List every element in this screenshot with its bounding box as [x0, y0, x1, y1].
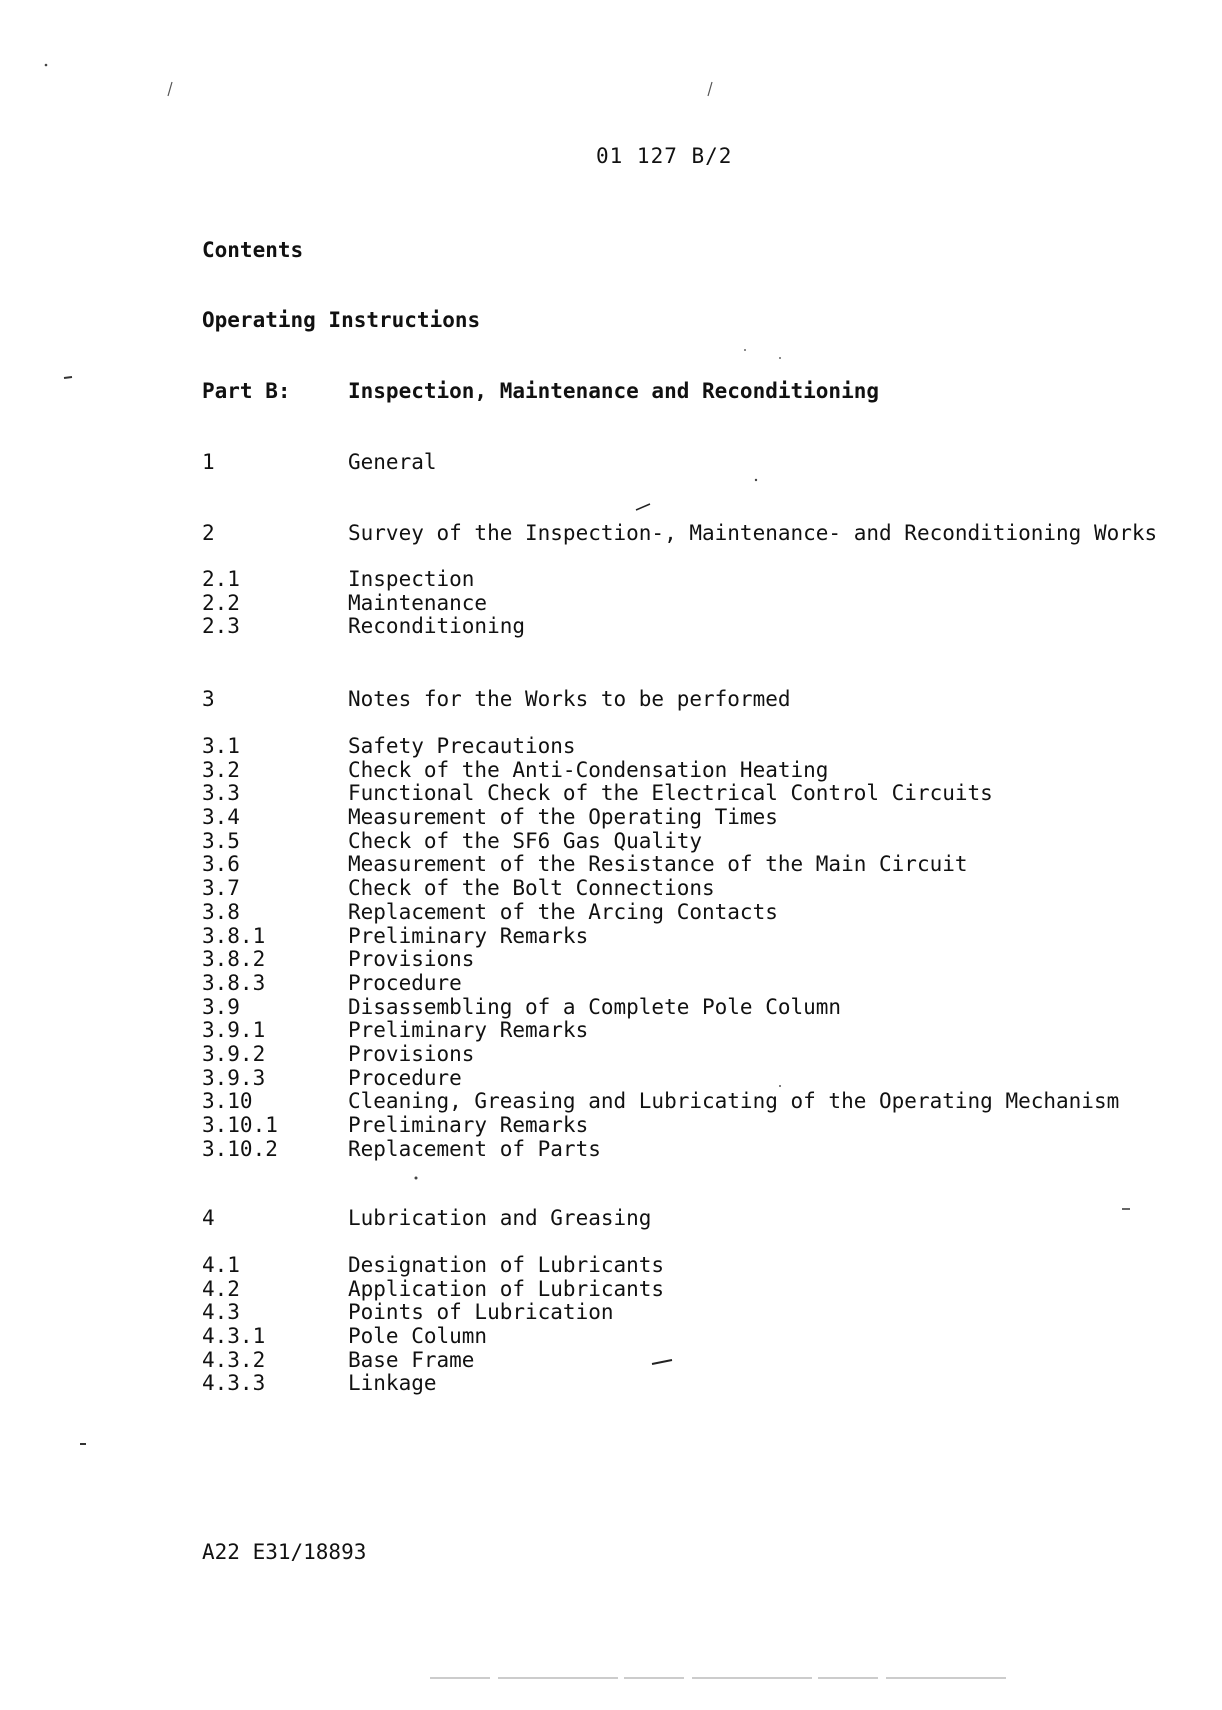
- toc-entry: [202, 1043, 1119, 1067]
- toc-number: 3.9.2: [202, 1041, 266, 1066]
- toc-title: Cleaning, Greasing and Lubricating of the Operating Mechanism: [348, 1089, 1120, 1114]
- toc-entry: [202, 451, 437, 475]
- scan-mark: [168, 82, 172, 96]
- part-title: Inspection, Maintenance and Reconditioning: [348, 379, 880, 403]
- toc-entry: [202, 1325, 664, 1349]
- toc-entry: [202, 615, 525, 639]
- section-3-subitems: [202, 735, 1119, 1161]
- toc-entry: [202, 759, 1119, 783]
- toc-title: Procedure: [348, 1065, 462, 1090]
- part-heading: [202, 379, 879, 403]
- toc-entry: [202, 1138, 1119, 1162]
- toc-number: 4.3: [202, 1300, 240, 1325]
- toc-number: 3.8.2: [202, 947, 266, 972]
- toc-title: Check of the SF6 Gas Quality: [348, 828, 703, 853]
- toc-title: Notes for the Works to be performed: [348, 687, 791, 711]
- section-2: [202, 522, 1157, 546]
- document-number: 01 127 B/2: [596, 144, 733, 168]
- toc-title: Points of Lubrication: [348, 1300, 614, 1325]
- footer-code: A22 E31/18893: [202, 1540, 367, 1564]
- toc-title: Preliminary Remarks: [348, 1018, 589, 1043]
- toc-title: Reconditioning: [348, 614, 526, 639]
- toc-title: Safety Precautions: [348, 734, 576, 758]
- scan-mark: [64, 377, 72, 378]
- toc-number: 3.3: [202, 781, 240, 806]
- toc-title: Check of the Anti-Condensation Heating: [348, 757, 829, 782]
- toc-number: 3.8: [202, 899, 240, 924]
- toc-entry: [202, 877, 1119, 901]
- toc-title: Lubrication and Greasing: [348, 1206, 652, 1230]
- toc-title: Linkage: [348, 1371, 437, 1396]
- scan-mark: [779, 357, 781, 359]
- section-4-subitems: [202, 1254, 664, 1396]
- toc-title: Replacement of Parts: [348, 1136, 601, 1161]
- toc-title: Disassembling of a Complete Pole Column: [348, 994, 842, 1019]
- toc-entry: [202, 735, 1119, 759]
- toc-number: 3.1: [202, 734, 240, 758]
- scan-mark: [708, 82, 712, 96]
- toc-number: 3.10.2: [202, 1136, 278, 1161]
- scan-mark: [415, 1177, 418, 1180]
- toc-entry: [202, 1372, 664, 1396]
- toc-title: Application of Lubricants: [348, 1276, 665, 1301]
- toc-title: Inspection: [348, 567, 475, 591]
- toc-entry: [202, 1278, 664, 1302]
- toc-number: 3.6: [202, 852, 240, 877]
- toc-number: 3.9: [202, 994, 240, 1019]
- toc-entry: [202, 1301, 664, 1325]
- toc-entry: [202, 1067, 1119, 1091]
- scan-mark: [45, 64, 48, 67]
- toc-entry: [202, 948, 1119, 972]
- toc-entry: [202, 688, 791, 712]
- toc-entry: [202, 853, 1119, 877]
- toc-number: 1: [202, 450, 215, 474]
- toc-title: Designation of Lubricants: [348, 1253, 665, 1277]
- part-label: Part B:: [202, 379, 291, 403]
- toc-title: General: [348, 450, 437, 474]
- section-1: [202, 451, 437, 475]
- toc-entry: [202, 1090, 1119, 1114]
- toc-entry: [202, 1349, 664, 1373]
- toc-entry: [202, 1114, 1119, 1138]
- toc-number: 4.3.3: [202, 1371, 266, 1396]
- toc-entry: [202, 1207, 651, 1231]
- toc-number: 4.1: [202, 1253, 240, 1277]
- toc-number: 3.4: [202, 805, 240, 830]
- toc-number: 3.10: [202, 1089, 253, 1114]
- toc-number: 2.2: [202, 590, 240, 615]
- toc-entry: [202, 522, 1157, 546]
- toc-number: 3.8.1: [202, 923, 266, 948]
- toc-number: 3.2: [202, 757, 240, 782]
- toc-number: 4: [202, 1206, 215, 1230]
- toc-title: Functional Check of the Electrical Control Circuits: [348, 781, 993, 806]
- toc-number: 4.3.2: [202, 1347, 266, 1372]
- toc-title: Measurement of the Resistance of the Main Circuit: [348, 852, 968, 877]
- toc-title: Preliminary Remarks: [348, 1113, 589, 1137]
- toc-number: 2.1: [202, 567, 240, 591]
- toc-number: 4.2: [202, 1276, 240, 1301]
- toc-entry: [202, 972, 1119, 996]
- toc-number: 2.3: [202, 614, 240, 639]
- toc-entry: [202, 568, 525, 592]
- contents-heading: Contents: [202, 238, 304, 262]
- scan-mark: [744, 349, 746, 351]
- toc-entry: [202, 782, 1119, 806]
- toc-title: Pole Column: [348, 1324, 488, 1349]
- toc-entry: [202, 1254, 664, 1278]
- section-3: [202, 688, 791, 712]
- toc-number: 3: [202, 687, 215, 711]
- toc-title: Replacement of the Arcing Contacts: [348, 899, 778, 924]
- toc-entry: [202, 925, 1119, 949]
- section-2-subitems: [202, 568, 525, 639]
- toc-title: Measurement of the Operating Times: [348, 805, 778, 830]
- toc-title: Provisions: [348, 1041, 475, 1066]
- toc-number: 3.5: [202, 828, 240, 853]
- toc-entry: [202, 592, 525, 616]
- toc-number: 3.9.1: [202, 1018, 266, 1043]
- toc-entry: [202, 901, 1119, 925]
- operating-instructions-heading: Operating Instructions: [202, 308, 481, 332]
- scan-mark: [755, 479, 757, 481]
- toc-number: 3.9.3: [202, 1065, 266, 1090]
- toc-entry: [202, 1019, 1119, 1043]
- toc-number: 3.7: [202, 876, 240, 901]
- toc-title: Provisions: [348, 947, 475, 972]
- section-4: [202, 1207, 651, 1231]
- toc-entry: [202, 830, 1119, 854]
- toc-title: Check of the Bolt Connections: [348, 876, 715, 901]
- toc-number: 3.10.1: [202, 1113, 278, 1137]
- scan-mark: [636, 504, 650, 510]
- toc-title: Survey of the Inspection-, Maintenance- and Reconditioning Works: [348, 521, 1158, 545]
- toc-number: 2: [202, 521, 215, 545]
- toc-title: Preliminary Remarks: [348, 923, 589, 948]
- toc-title: Procedure: [348, 970, 462, 995]
- toc-number: 4.3.1: [202, 1324, 266, 1349]
- toc-number: 3.8.3: [202, 970, 266, 995]
- toc-entry: [202, 996, 1119, 1020]
- toc-title: Maintenance: [348, 590, 488, 615]
- toc-entry: [202, 806, 1119, 830]
- toc-title: Base Frame: [348, 1347, 475, 1372]
